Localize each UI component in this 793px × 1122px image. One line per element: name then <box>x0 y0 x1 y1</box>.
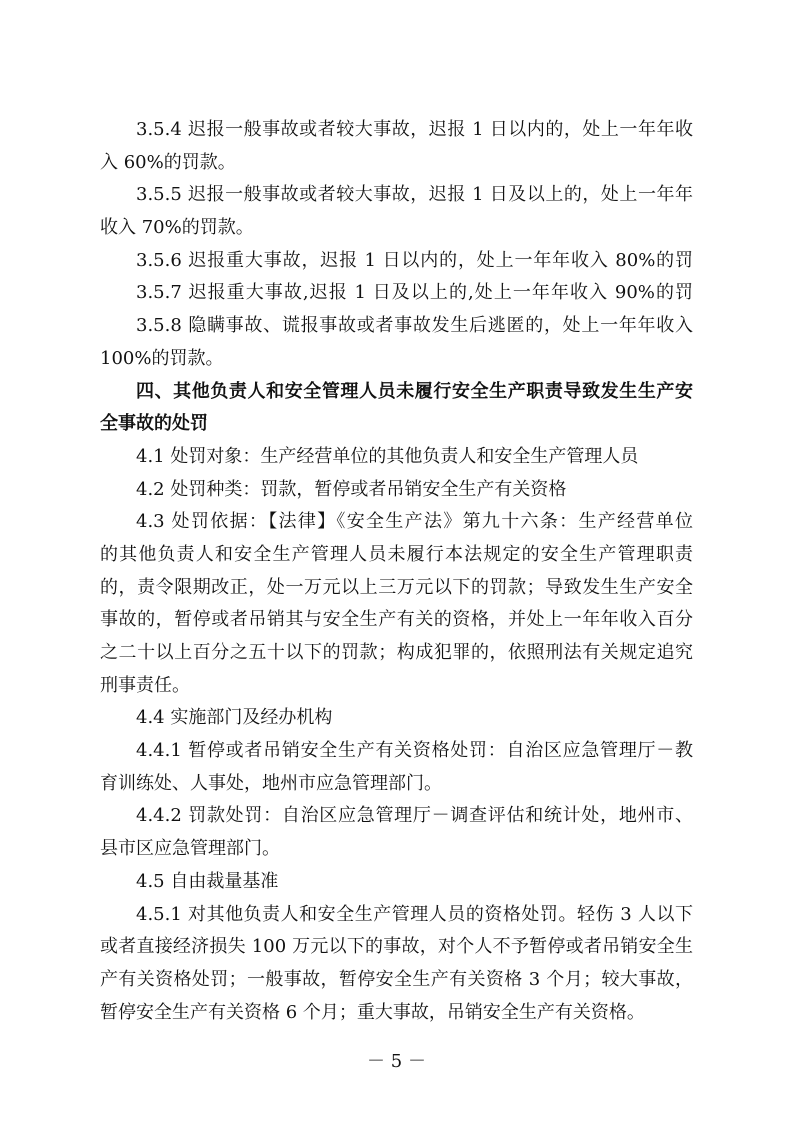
section-3-5-5 <box>100 179 693 244</box>
text-line: 3.5.4 迟报一般事故或者较大事故，迟报 1 日以内的，处上一年年收 <box>136 119 693 140</box>
heading-line: 全事故的处罚 <box>100 413 208 435</box>
section-4-4 <box>100 702 693 735</box>
section-3-5-6 <box>100 245 693 278</box>
text-line: 4.4.1 暂停或者吊销安全生产有关资格处罚：自治区应急管理厅－教 <box>136 740 693 762</box>
page-number: － 5 － <box>367 1051 426 1072</box>
document-body <box>100 114 693 1029</box>
text-line: 的其他负责人和安全生产管理人员未履行本法规定的安全生产管理职责 <box>100 543 693 565</box>
text-line: 4.4.2 罚款处罚：自治区应急管理厅－调查评估和统计处，地州市、 <box>136 805 693 827</box>
section-4-4-2 <box>100 800 693 865</box>
text-line: 4.4 实施部门及经办机构 <box>136 707 333 729</box>
text-line: 4.2 处罚种类：罚款，暂停或者吊销安全生产有关资格 <box>136 478 567 500</box>
section-3-5-8 <box>100 310 693 375</box>
section-4-4-1 <box>100 735 693 800</box>
section-4-2 <box>100 474 693 507</box>
text-line: 产有关资格处罚；一般事故，暂停安全生产有关资格 3 个月；较大事故， <box>100 968 693 990</box>
text-line: 100%的罚款。 <box>100 347 224 369</box>
text-line: 刑事责任。 <box>100 674 190 696</box>
section-3-5-7 <box>100 277 693 310</box>
section-4-5 <box>100 866 693 899</box>
section-4-1 <box>100 441 693 474</box>
text-line: 暂停安全生产有关资格 6 个月；重大事故，吊销安全生产有关资格。 <box>100 1001 645 1023</box>
text-line: 3.5.7 迟报重大事故,迟报 1 日及以上的,处上一年年收入 90%的罚 <box>136 282 693 304</box>
text-line: 入 60%的罚款。 <box>100 151 236 173</box>
text-line: 或者直接经济损失 100 万元以下的事故，对个人不予暂停或者吊销安全生 <box>100 936 693 958</box>
heading-line: 四、其他负责人和安全管理人员未履行安全生产职责导致发生生产安 <box>136 380 693 402</box>
section-3-5-4 <box>100 114 693 179</box>
text-line: 育训练处、人事处，地州市应急管理部门。 <box>100 772 442 794</box>
text-line: 4.1 处罚对象：生产经营单位的其他负责人和安全生产管理人员 <box>136 445 639 467</box>
section-4-5-1 <box>100 899 693 1030</box>
text-line: 事故的，暂停或者吊销其与安全生产有关的资格，并处上一年年收入百分 <box>100 609 693 631</box>
text-line: 3.5.5 迟报一般事故或者较大事故，迟报 1 日及以上的，处上一年年 <box>136 184 693 206</box>
text-line: 收入 70%的罚款。 <box>100 217 254 239</box>
text-line: 的，责令限期改正，处一万元以上三万元以下的罚款；导致发生生产安全 <box>100 576 693 598</box>
text-line: 之二十以上百分之五十以下的罚款；构成犯罪的，依照刑法有关规定追究 <box>100 642 693 663</box>
section-4-3 <box>100 506 693 702</box>
text-line: 4.5.1 对其他负责人和安全生产管理人员的资格处罚。轻伤 3 人以下 <box>136 903 693 925</box>
text-line: 3.5.6 迟报重大事故，迟报 1 日以内的，处上一年年收入 80%的罚 <box>136 249 693 271</box>
text-line: 县市区应急管理部门。 <box>100 838 280 860</box>
text-line: 4.3 处罚依据：【法律】《安全生产法》第九十六条：生产经营单位 <box>136 511 693 533</box>
text-line: 3.5.8 隐瞒事故、谎报事故或者事故发生后逃匿的，处上一年年收入 <box>136 315 693 337</box>
text-line: 4.5 自由裁量基准 <box>136 870 279 892</box>
section-heading-4 <box>100 376 693 441</box>
